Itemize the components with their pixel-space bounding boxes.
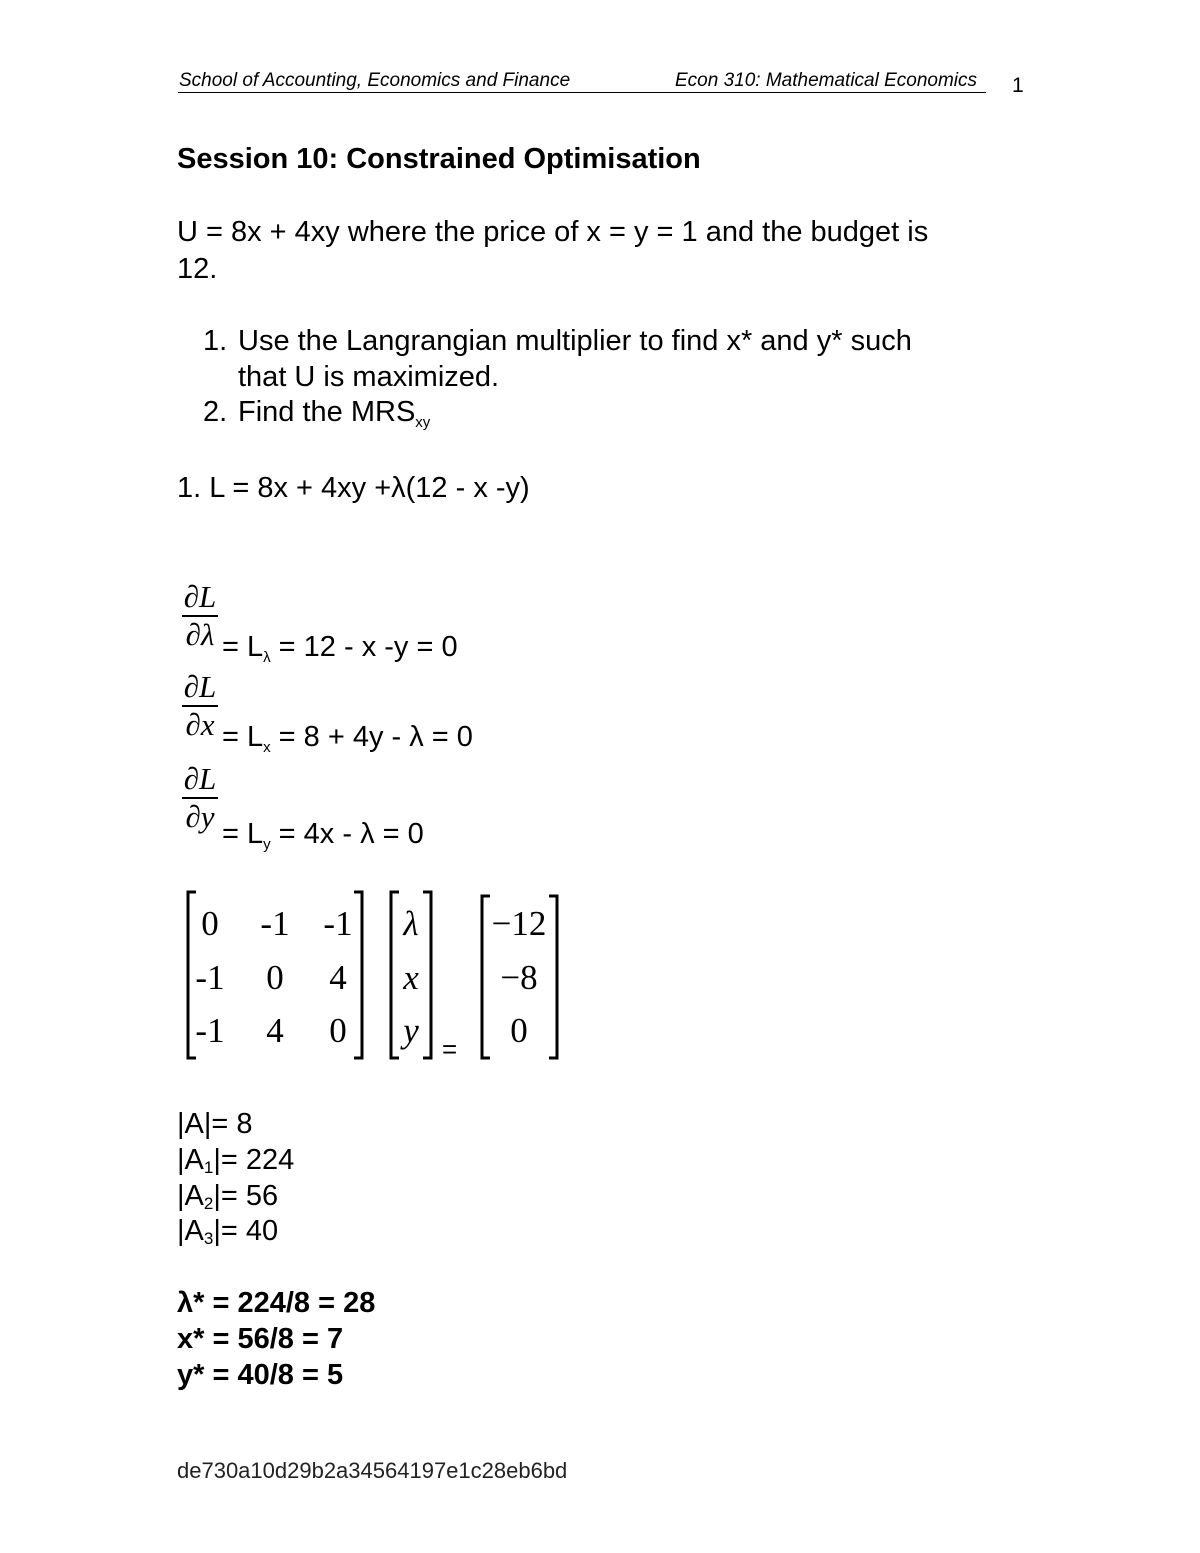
partial-lambda-sub: λ	[263, 649, 271, 666]
det-post: |= 40	[213, 1215, 279, 1247]
partial-x-denominator: ∂x	[185, 707, 215, 742]
vector-x-cell: x	[403, 958, 419, 997]
det-sub: 3	[203, 1229, 214, 1248]
det-post: |= 56	[213, 1180, 279, 1212]
header-school: School of Accounting, Economics and Finance	[179, 70, 571, 91]
partial-lambda-numerator: ∂L	[183, 579, 217, 614]
det-post: |= 8	[203, 1108, 253, 1140]
det-pre: |A	[177, 1144, 204, 1176]
partial-y-numerator: ∂L	[183, 761, 217, 796]
partial-lambda-pre: = L	[222, 631, 264, 663]
page-title: Session 10: Constrained Optimisation	[177, 143, 701, 175]
det-pre: |A	[177, 1108, 204, 1140]
partial-x-sub: x	[263, 739, 271, 756]
det-pre: |A	[177, 1180, 204, 1212]
header-course: Econ 310: Mathematical Economics	[675, 70, 978, 91]
result-x: x* = 56/8 = 7	[177, 1323, 344, 1355]
page-number: 1	[1012, 74, 1024, 97]
matrix-a-cell: 0	[266, 958, 284, 997]
partial-y-sub: y	[263, 836, 271, 853]
determinant-a2	[177, 1180, 278, 1213]
question-1-line-2: that U is maximized.	[238, 361, 500, 393]
partial-y-post: = 4x - λ = 0	[270, 818, 424, 850]
partial-x-pre: = L	[222, 721, 264, 753]
determinant-a1	[177, 1144, 294, 1177]
vector-b-cell: −8	[500, 958, 538, 997]
partial-lambda-post: = 12 - x -y = 0	[270, 631, 458, 663]
question-2-main: Find the MRS	[238, 396, 416, 428]
vector-b-cell: −12	[491, 904, 547, 943]
question-2-subscript: xy	[415, 414, 431, 431]
partial-y-denominator: ∂y	[185, 799, 215, 834]
vector-x-cell: λ	[403, 904, 419, 943]
determinant-a3	[177, 1215, 278, 1248]
partial-x-numerator: ∂L	[183, 669, 217, 704]
vector-b-right-bracket	[549, 896, 557, 1058]
partial-x-post: = 8 + 4y - λ = 0	[270, 721, 473, 753]
partial-y-pre: = L	[222, 818, 264, 850]
det-sub: 1	[203, 1158, 214, 1177]
matrix-a-cell: 4	[329, 958, 347, 997]
lagrangian: 1. L = 8x + 4xy +λ(12 - x -y)	[177, 472, 530, 504]
vector-x-cell: y	[403, 1011, 419, 1050]
matrix-a-cell: 0	[329, 1011, 347, 1050]
matrix-a-cell: -1	[323, 904, 353, 943]
footer-hash: de730a10d29b2a34564197e1c28eb6bd	[177, 1458, 568, 1483]
question-1-number: 1.	[203, 325, 228, 357]
result-y: y* = 40/8 = 5	[177, 1359, 344, 1391]
determinant-a	[177, 1108, 253, 1141]
partial-lambda-denominator: ∂λ	[185, 617, 215, 652]
det-post: |= 224	[213, 1144, 295, 1176]
problem-line-1: U = 8x + 4xy where the price of x = y = 1 and the budget is	[177, 216, 929, 248]
result-lambda: λ* = 224/8 = 28	[177, 1287, 376, 1319]
question-1-line-1: Use the Langrangian multiplier to find x* and y* such	[238, 325, 912, 357]
equals-sign: =	[442, 1034, 458, 1064]
det-sub: 2	[203, 1194, 214, 1213]
matrix-a-cell: 4	[266, 1011, 284, 1050]
question-2-number: 2.	[203, 396, 228, 428]
matrix-a-cell: -1	[195, 1011, 225, 1050]
matrix-a-cell: 0	[201, 904, 219, 943]
matrix-a-cell: -1	[195, 958, 225, 997]
matrix-a-cell: -1	[260, 904, 290, 943]
det-pre: |A	[177, 1215, 204, 1247]
problem-line-2: 12.	[177, 253, 218, 285]
vector-b-cell: 0	[510, 1011, 528, 1050]
